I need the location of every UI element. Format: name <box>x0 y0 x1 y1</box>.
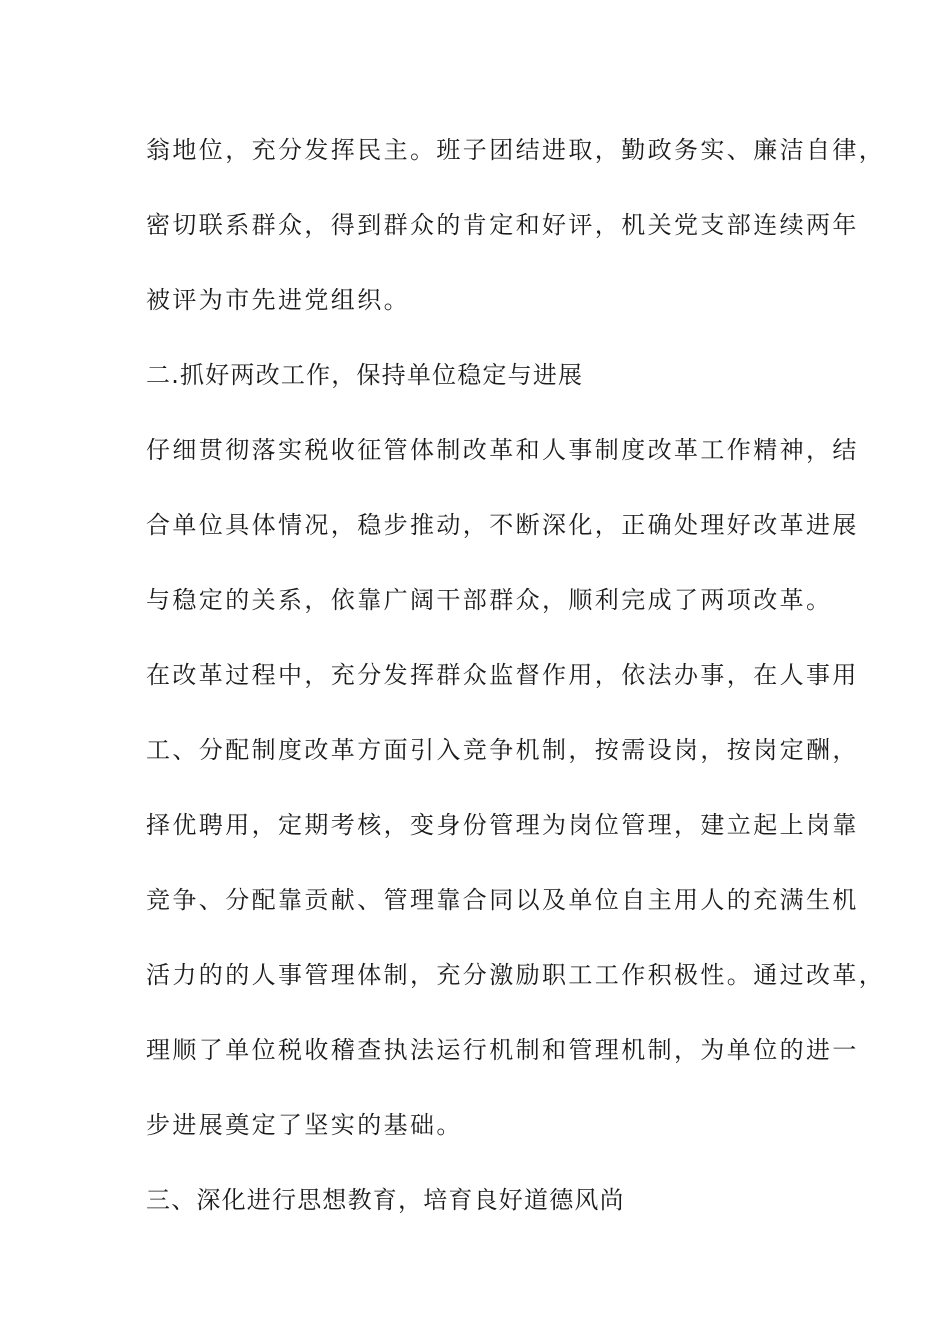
paragraph-line: 工、分配制度改革方面引入竞争机制，按需设岗，按岗定酬， <box>146 736 859 764</box>
paragraph-line: 合单位具体情况，稳步推动，不断深化，正确处理好改革进展 <box>146 511 859 539</box>
paragraph-line: 被评为市先进党组织。 <box>146 286 410 314</box>
paragraph-line: 择优聘用，定期考核，变身份管理为岗位管理，建立起上岗靠 <box>146 811 859 839</box>
section-heading-3: 三、深化进行思想教育，培育良好道德风尚 <box>146 1186 625 1214</box>
paragraph-line: 翁地位，充分发挥民主。班子团结进取，勤政务实、廉洁自律， <box>146 136 886 164</box>
paragraph-line: 与稳定的关系，依靠广阔干部群众，顺利完成了两项改革。 <box>146 586 833 614</box>
paragraph-line: 步进展奠定了坚实的基础。 <box>146 1111 463 1139</box>
section-heading-2: 二.抓好两改工作，保持单位稳定与进展 <box>146 361 584 389</box>
paragraph-line: 活力的的人事管理体制，充分激励职工工作积极性。通过改革， <box>146 961 886 989</box>
paragraph-line: 竞争、分配靠贡献、管理靠合同以及单位自主用人的充满生机 <box>146 886 859 914</box>
paragraph-line: 仔细贯彻落实税收征管体制改革和人事制度改革工作精神，结 <box>146 436 859 464</box>
paragraph-line: 在改革过程中，充分发挥群众监督作用，依法办事，在人事用 <box>146 661 859 689</box>
paragraph-line: 密切联系群众，得到群众的肯定和好评，机关党支部连续两年 <box>146 211 859 239</box>
paragraph-line: 理顺了单位税收稽查执法运行机制和管理机制，为单位的进一 <box>146 1036 859 1064</box>
